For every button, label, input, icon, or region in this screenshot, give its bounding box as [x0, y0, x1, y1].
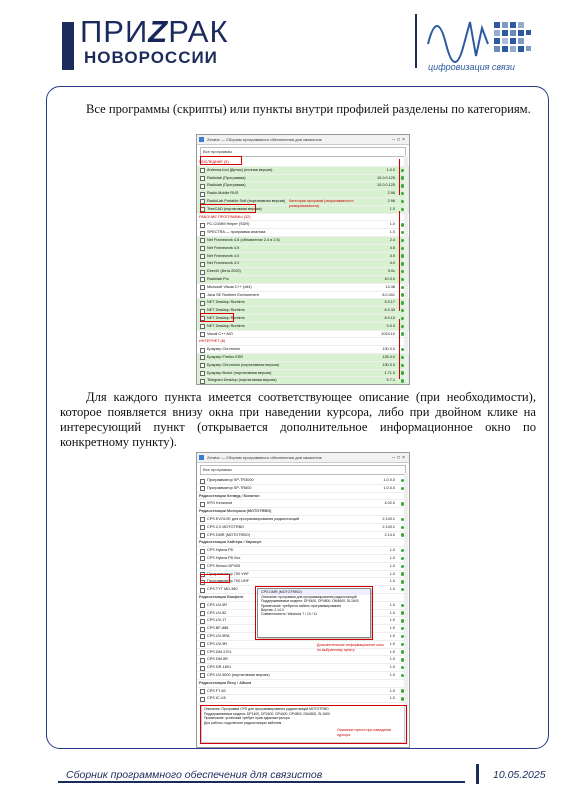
program-row[interactable]	[197, 323, 409, 331]
checkbox[interactable]	[200, 285, 205, 290]
program-label: CPS DM-1701	[207, 649, 232, 654]
program-label: Браузер Chromium (портативная версия)	[207, 362, 280, 367]
program-label: Радиостанции Йесу / Айком	[199, 680, 252, 685]
program-version: 2024.10	[381, 331, 395, 336]
program-label: Net Framework 4.0	[207, 253, 240, 258]
program-label: CPS UV-5000 (портативная версия)	[207, 672, 270, 677]
program-label: Браузер Firefox ESR	[207, 354, 244, 359]
program-version: 9.0c	[387, 269, 395, 274]
highlight-box-category-2	[200, 204, 256, 213]
screenshot-descriptions	[196, 452, 410, 748]
program-version: 1.0	[389, 657, 395, 662]
logo-right-caption: цифровизация связи	[428, 62, 515, 72]
popup-line: Описание: программа для программирования радиостанций	[261, 595, 357, 599]
checkbox[interactable]	[200, 642, 205, 647]
description-line: Описание: Программа CPS для программирования радиостанций MOTOTRBO	[204, 707, 329, 711]
window-titlebar-2	[197, 453, 409, 463]
program-label: CPS Kirisun DP405	[207, 563, 241, 568]
program-row[interactable]	[197, 284, 409, 292]
program-row[interactable]	[197, 190, 409, 198]
category-header[interactable]	[197, 539, 409, 547]
program-label: CPS EVOLVE для программирования радиостанций	[207, 516, 300, 521]
footer-date: 10.05.2025	[493, 769, 546, 781]
checkbox[interactable]	[200, 379, 205, 384]
program-label: CPS DM-5R	[207, 657, 228, 662]
category-header[interactable]	[197, 493, 409, 501]
checkbox[interactable]	[200, 525, 205, 530]
program-version: 1.0	[389, 641, 395, 646]
program-label: DirectX (Бета 2020)	[207, 269, 241, 274]
program-label: NET Desktop Runtime	[207, 315, 245, 320]
program-row[interactable]	[197, 331, 409, 339]
description-line: Поддерживаемые модели: DP1400, DP2400, DP4400, DP4800, DM4600, SL1600	[204, 711, 330, 716]
checkbox[interactable]	[200, 611, 205, 616]
program-label: CPS DR-1801	[207, 665, 232, 670]
paragraph-categories: Все программы (скрипты) или пункты внутри профилей разделены по категориям.	[86, 102, 531, 116]
checkbox[interactable]	[200, 502, 205, 507]
digitization-logo-icon	[424, 12, 534, 64]
footer-separator	[476, 764, 479, 784]
checkbox[interactable]	[200, 588, 205, 593]
program-version: 1.0	[389, 579, 395, 584]
checkbox[interactable]	[200, 658, 205, 663]
checkbox[interactable]	[200, 246, 205, 251]
program-version: 1.0	[389, 548, 395, 553]
program-row[interactable]	[197, 477, 409, 485]
checkbox[interactable]	[200, 293, 205, 298]
program-label: ИНТЕРНЕТ (8)	[199, 339, 226, 344]
program-row[interactable]	[197, 268, 409, 276]
checkbox[interactable]	[200, 184, 205, 189]
program-version: 2.4	[389, 237, 395, 242]
program-version: 1.0	[389, 222, 395, 227]
program-row[interactable]	[197, 516, 409, 524]
checkbox[interactable]	[200, 634, 205, 639]
program-label: Программатор SP-TR800	[207, 485, 252, 490]
program-label: CPS 2.0 MOTOTRBO	[207, 524, 245, 529]
program-version: 2.140.1	[382, 516, 395, 521]
program-label: CPS BF-888	[207, 626, 229, 631]
program-row[interactable]	[197, 221, 409, 229]
category-header[interactable]	[197, 508, 409, 516]
program-version: 1.0	[389, 633, 395, 638]
program-version: 6.0.33	[384, 308, 395, 313]
program-row[interactable]	[197, 346, 409, 354]
checkbox[interactable]	[200, 479, 205, 484]
program-label: CPS TYT MD-380	[207, 587, 238, 592]
program-label: CPS UV-9R	[207, 641, 228, 646]
program-version: 1.0	[389, 587, 395, 592]
program-label: CPS DMR (MOTOTRBO)	[207, 532, 250, 537]
footer-title: Сборник программного обеспечения для связистов	[66, 769, 323, 781]
program-label: Браузер Brave (портативная версия)	[207, 370, 272, 375]
program-label: Radiolab Pro	[207, 276, 229, 281]
popup-annotation: Дополнительное информационное окно по выбранному пункту	[317, 643, 384, 652]
program-version: 1.0	[389, 555, 395, 560]
program-list	[197, 159, 409, 385]
program-label: Браузер Chromium	[207, 347, 241, 352]
program-row[interactable]	[197, 362, 409, 370]
annotation-note: Категории программ (сворачиваются и разворачиваются)	[289, 199, 354, 208]
program-version: 10.0.0.125	[377, 183, 395, 188]
program-version: 5.0.17	[384, 300, 395, 305]
program-label: Radiolab (Программа)	[207, 183, 246, 188]
program-version: 130.0.0	[382, 347, 395, 352]
annotation-arrow-2	[399, 211, 400, 311]
program-version: 1.0	[389, 688, 395, 693]
program-version: 1.71.0	[384, 370, 395, 375]
program-row[interactable]	[197, 524, 409, 532]
checkbox[interactable]	[200, 564, 205, 569]
popup-line: Версия: 2.14.0	[261, 607, 284, 612]
program-row[interactable]	[197, 664, 409, 672]
category-header[interactable]	[197, 680, 409, 688]
category-filter-select[interactable]: Все программы	[200, 147, 406, 157]
paragraph-descriptions: Для каждого пункта имеется соответствующее описание (при необходимости), которое появляется внизу окна при наведении курсора, либо при двойном клике на интересующий пункт (открывается дополнительное информационное окно по конкретному пункту).	[60, 390, 536, 449]
program-version: 1.0	[389, 571, 395, 576]
checkbox[interactable]	[200, 619, 205, 624]
header-separator	[415, 14, 417, 68]
program-label: Telegram Desktop (портативная версия)	[207, 378, 277, 383]
checkbox[interactable]	[200, 223, 205, 228]
app-icon	[199, 455, 204, 460]
program-label: Radiolab (Программа)	[207, 175, 246, 180]
program-label: РАБОЧИЕ ПРОГРАММЫ (32)	[199, 214, 251, 219]
checkbox[interactable]	[200, 168, 205, 173]
checkbox[interactable]	[200, 603, 205, 608]
checkbox[interactable]	[200, 666, 205, 671]
program-label: CPS FT-60	[207, 688, 226, 693]
program-version: 128.4.0	[382, 354, 395, 359]
checkbox[interactable]	[200, 697, 205, 702]
program-row[interactable]	[197, 245, 409, 253]
program-label: TreeCAD (портативная версия)	[207, 206, 262, 211]
category-header[interactable]	[197, 338, 409, 346]
program-label: Microsoft Visual C++ (x64)	[207, 284, 252, 289]
checkbox[interactable]	[200, 371, 205, 376]
program-version: 1.0.0.0	[383, 485, 395, 490]
checkbox[interactable]	[200, 363, 205, 368]
checkbox[interactable]	[200, 348, 205, 353]
program-version: 5.7.1	[386, 378, 395, 383]
highlight-box-category-1	[200, 156, 242, 165]
program-version: 2.96	[387, 191, 395, 196]
logo-left-subtitle: НОВОРОССИИ	[84, 48, 218, 67]
highlight-box-selected-item	[200, 574, 230, 583]
program-row[interactable]	[197, 377, 409, 385]
program-version: 1.0	[389, 230, 395, 235]
program-label: Net Framework 4.8 (обновление 2.4 и 2.5)	[207, 237, 280, 242]
window-title: Zerator — Сборник программного обеспечения для связистов	[207, 137, 322, 142]
program-version: 4.0	[389, 261, 395, 266]
checkbox[interactable]	[200, 324, 205, 329]
window-titlebar	[197, 135, 409, 145]
program-row[interactable]	[197, 292, 409, 300]
program-row[interactable]	[197, 656, 409, 664]
logo-left-z: Z	[148, 14, 169, 49]
program-row[interactable]	[197, 370, 409, 378]
program-version: 4.5	[389, 245, 395, 250]
checkbox[interactable]	[200, 486, 205, 491]
description-annotation: Описание пункта при наведении курсора	[337, 728, 392, 737]
program-label: Радиостанции Хайтера / Кирисун	[199, 540, 262, 545]
checkbox[interactable]	[200, 254, 205, 259]
program-row[interactable]	[197, 485, 409, 493]
program-row[interactable]	[197, 276, 409, 284]
program-label: Программатор SP-TR3000	[207, 478, 254, 482]
highlight-box-popup	[255, 586, 373, 640]
program-label: Radio-Mobile RUS	[207, 191, 239, 196]
program-version: 1.0	[389, 665, 395, 670]
program-row[interactable]	[197, 237, 409, 245]
program-version: 2.14.0	[384, 532, 395, 537]
program-version: 1.0	[389, 672, 395, 677]
program-version: 8.0.10	[384, 315, 395, 320]
program-label: CPS Hytera PD	[207, 548, 234, 553]
checkbox[interactable]	[200, 332, 205, 337]
program-label: Радиостанции Моторола (MOTOTRBO)	[199, 509, 272, 514]
program-row[interactable]	[197, 182, 409, 190]
program-label: Программатор 700 VHF	[207, 571, 249, 576]
program-row[interactable]	[197, 175, 409, 183]
program-row[interactable]	[197, 688, 409, 696]
logo-left-part-a: ПРИ	[80, 14, 149, 49]
checkbox[interactable]	[200, 627, 205, 632]
program-row[interactable]	[197, 547, 409, 555]
program-label: Net Framework 4.0	[207, 261, 240, 266]
program-version: 1.0	[389, 610, 395, 615]
program-version: 4.02.0	[384, 501, 395, 506]
program-row[interactable]	[197, 563, 409, 571]
program-version: 8.0.401	[382, 292, 395, 297]
program-version: 1.0	[389, 649, 395, 654]
program-label: CPS UV-5R	[207, 602, 228, 607]
program-version: 1.0	[389, 602, 395, 607]
program-label: Antenna-tool (Денис) (полная версия)	[207, 167, 273, 172]
checkbox[interactable]	[200, 301, 205, 306]
program-label: Java SE Runtime Environment	[207, 292, 259, 297]
window-controls-icon[interactable]: –□×	[392, 137, 407, 143]
program-row[interactable]	[197, 229, 409, 237]
program-row[interactable]	[197, 299, 409, 307]
description-line: Для работы: подключите радиостанцию кабелем	[204, 720, 282, 725]
program-label: NET Desktop Runtime	[207, 323, 245, 328]
program-version: 1.0	[389, 563, 395, 568]
checkbox[interactable]	[200, 650, 205, 655]
program-label: Программатор 700 UHF	[207, 579, 249, 584]
popup-line: Примечание: требуется кабель программирования	[261, 603, 342, 608]
program-label: Радиостанции Баофенг	[199, 594, 244, 599]
checkbox[interactable]	[200, 549, 205, 554]
screenshot-categories	[196, 134, 410, 385]
footer-line	[58, 781, 465, 783]
app-icon	[199, 137, 204, 142]
checkbox[interactable]	[200, 176, 205, 181]
checkbox[interactable]	[200, 673, 205, 678]
checkbox[interactable]	[200, 517, 205, 522]
window-title: Zerator — Сборник программного обеспечения для связистов	[207, 455, 322, 460]
program-row[interactable]	[197, 167, 409, 175]
program-label: Радиостанции Кенвуд / Бинатон	[199, 493, 260, 498]
program-row[interactable]	[197, 354, 409, 362]
popup-line: Совместимость: Windows 7 / 10 / 11	[261, 612, 318, 617]
logo-left-bar	[62, 22, 74, 70]
description-line: Примечание: установка требует прав администратора	[204, 716, 290, 721]
program-version: 130.0.0	[382, 362, 395, 367]
program-row[interactable]	[197, 672, 409, 680]
program-label: CPS IC-V8	[207, 696, 226, 701]
program-version: 1.0	[389, 618, 395, 623]
program-version: 10.0.0	[384, 276, 395, 281]
checkbox[interactable]	[200, 270, 205, 275]
program-row[interactable]	[197, 260, 409, 268]
program-label: CPS UV-82	[207, 610, 227, 615]
program-version: 2.96	[387, 198, 395, 203]
program-label: CPS UV-17	[207, 618, 227, 623]
program-row[interactable]	[197, 555, 409, 563]
program-label: RadioLab Portable Soft (портативная версия)	[207, 198, 286, 203]
program-row[interactable]	[197, 253, 409, 261]
program-version: 9.0.0	[386, 323, 395, 328]
category-header[interactable]	[197, 214, 409, 222]
program-label: CPS Hytera PD 5xx	[207, 555, 241, 560]
checkbox[interactable]	[200, 262, 205, 267]
program-row[interactable]	[197, 532, 409, 540]
popup-line: Поддерживаемые модели: DP4400, DP4800, DM4600, SL1600	[261, 599, 359, 604]
program-version: 1.0	[389, 206, 395, 211]
program-label: KPG Kenwood	[207, 501, 232, 506]
program-version: 14.38	[385, 284, 395, 289]
checkbox[interactable]	[200, 556, 205, 561]
program-version: 10.0.0.125	[377, 175, 395, 180]
program-row[interactable]	[197, 695, 409, 703]
checkbox[interactable]	[200, 533, 205, 538]
scrollbar[interactable]	[404, 155, 408, 382]
program-version: 1.0.0.0	[383, 478, 395, 482]
annotation-arrow	[399, 159, 400, 195]
checkbox[interactable]	[200, 277, 205, 282]
annotation-arrow-3	[399, 319, 400, 379]
checkbox[interactable]	[200, 231, 205, 236]
program-version: 1.0	[389, 626, 395, 631]
program-label: NET Desktop Runtime	[207, 300, 245, 305]
program-version: 1.0.0	[386, 167, 395, 172]
popup-title: CPS DMR (MOTOTRBO)	[258, 589, 370, 595]
program-label: PC-COMM Helper (SDR)	[207, 222, 250, 227]
program-version: 2.140.1	[382, 524, 395, 529]
highlight-box-category-3	[200, 313, 234, 322]
program-label: Net Framework 4.5	[207, 245, 240, 250]
checkbox[interactable]	[200, 689, 205, 694]
window-controls-icon[interactable]: –□×	[392, 455, 407, 461]
program-row[interactable]	[197, 500, 409, 508]
program-label: CPS UV-5RA	[207, 633, 230, 638]
checkbox[interactable]	[200, 192, 205, 197]
checkbox[interactable]	[200, 355, 205, 360]
program-version: 4.0	[389, 253, 395, 258]
program-version: 1.0	[389, 696, 395, 701]
program-label: SPECTRA — программа анализа	[207, 230, 266, 235]
logo-left-part-b: РАК	[168, 14, 229, 49]
logo-left-title	[80, 14, 229, 50]
program-label: NET Desktop Runtime	[207, 308, 245, 313]
highlight-box-description	[200, 705, 407, 744]
category-filter-select[interactable]: Все программы	[200, 465, 406, 475]
program-label: ПОСЛЕДНИЕ (5)	[199, 160, 229, 164]
checkbox[interactable]	[200, 238, 205, 243]
program-label: Visual C++ AIO	[207, 331, 233, 336]
